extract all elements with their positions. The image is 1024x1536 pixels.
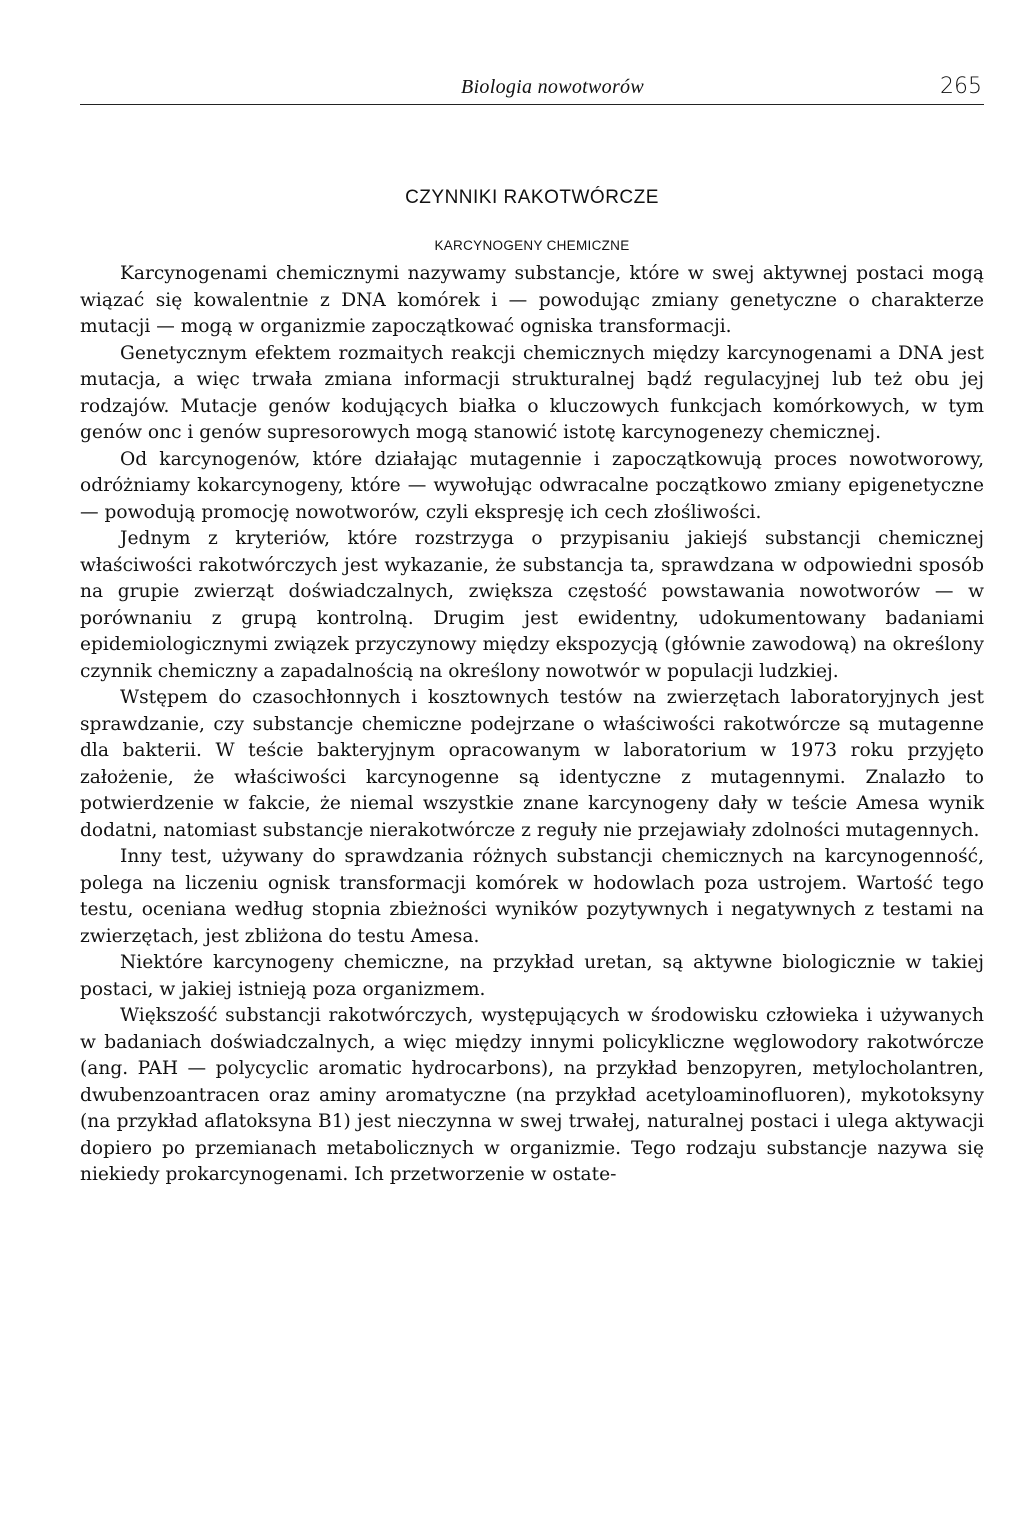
paragraph-6: Inny test, używany do sprawdzania różnych substancji chemicznych na karcynogenność, polega na liczeniu ognisk transformacji komórek w hodowlach poza ustrojem. Wartość tego testu, oceniana według stopnia zbieżności wyników pozytywnych i negatywnych z testami na zwierzętach, jest zbliżona do testu Amesa. — [80, 846, 984, 947]
paragraph-3: Od karcynogenów, które działając mutagennie i zapoczątkowują proces nowotworowy, odróżniamy kokarcynogeny, które — wywołując odwracalne początkowo zmiany epigenetyczne — powodują promocję nowotworów, czyli ekspresję ich cech złośliwości. — [80, 448, 984, 523]
paragraph-1: Karcynogenami chemicznymi nazywamy substancje, które w swej aktywnej postaci mogą wiązać się kowalentnie z DNA komórek i — powodując zmiany genetyczne o charakterze mutacji — mogą w organizmie zapoczątkować ogniska transformacji. — [80, 263, 984, 337]
running-title: Biologia nowotworów — [461, 76, 644, 98]
page-number: 265 — [940, 74, 982, 99]
section-title: KARCYNOGENY CHEMICZNE — [434, 238, 630, 253]
paragraph-2: Genetycznym efektem rozmaitych reakcji chemicznych między karcynogenami a DNA jest mutacja, a więc trwała zmiana informacji strukturalnej bądź regulacyjnej lub też obu jej rodzajów. Mutacje genów kodujących białka o kluczowych funkcjach komórkowych, w tym genów onc i genów supresorowych mogą stanowić istotę karcynogenezy chemicznej. — [80, 342, 984, 443]
paragraph-4: Jednym z kryteriów, które rozstrzyga o przypisaniu jakiejś substancji chemicznej właściwości rakotwórczych jest wykazanie, że substancja ta, sprawdzana w odpowiedni sposób na grupie zwierząt doświadczalnych, zwiększa częstość powstawania nowotworów — w porównaniu z grupą kontrolną. Drugim jest ewidentny, udokumentowany badaniami epidemiologicznymi związek przyczynowy między ekspozycją (głównie zawodową) na określony czynnik chemiczny a zapadalnością na określony nowotwór w populacji ludzkiej. — [80, 528, 984, 682]
book-page — [80, 70, 984, 1189]
paragraph-7: Niektóre karcynogeny chemiczne, na przykład uretan, są aktywne biologicznie w takiej postaci, w jakiej istnieją poza organizmem. — [80, 952, 984, 1000]
paragraph-8: Większość substancji rakotwórczych, występujących w środowisku człowieka i używanych w badaniach doświadczalnych, a więc między innymi policykliczne węglowodory rakotwórcze (ang. PAH — polycyclic aromatic hydrocarbons), na przykład benzopyren, metylocholantren, dwubenzoantracen oraz aminy aromatyczne (na przykład acetyloaminofluoren), mykotoksyny (na przykład aflatoksyna B1) jest nieczynna w swej trwałej, naturalnej postaci i ulega aktywacji dopiero po przemianach metabolicznych w organizmie. Tego rodzaju substancje nazywa się niekiedy prokarcynogenami. Ich przetworzenie w ostate- — [80, 1005, 984, 1185]
paragraph-5: Wstępem do czasochłonnych i kosztownych testów na zwierzętach laboratoryjnych jest sprawdzanie, czy substancje chemiczne podejrzane o właściwości rakotwórcze są mutagenne dla bakterii. W teście bakteryjnym opracowanym w laboratorium w 1973 roku przyjęto założenie, że właściwości karcynogenne są identyczne z mutagennymi. Znalazło to potwierdzenie w fakcie, że niemal wszystkie znane karcynogeny dały w teście Amesa wynik dodatni, natomiast substancje nierakotwórcze z reguły nie przejawiały zdolności mutagennych. — [80, 687, 984, 841]
chapter-title: CZYNNIKI RAKOTWÓRCZE — [405, 187, 659, 208]
running-header — [80, 70, 984, 105]
